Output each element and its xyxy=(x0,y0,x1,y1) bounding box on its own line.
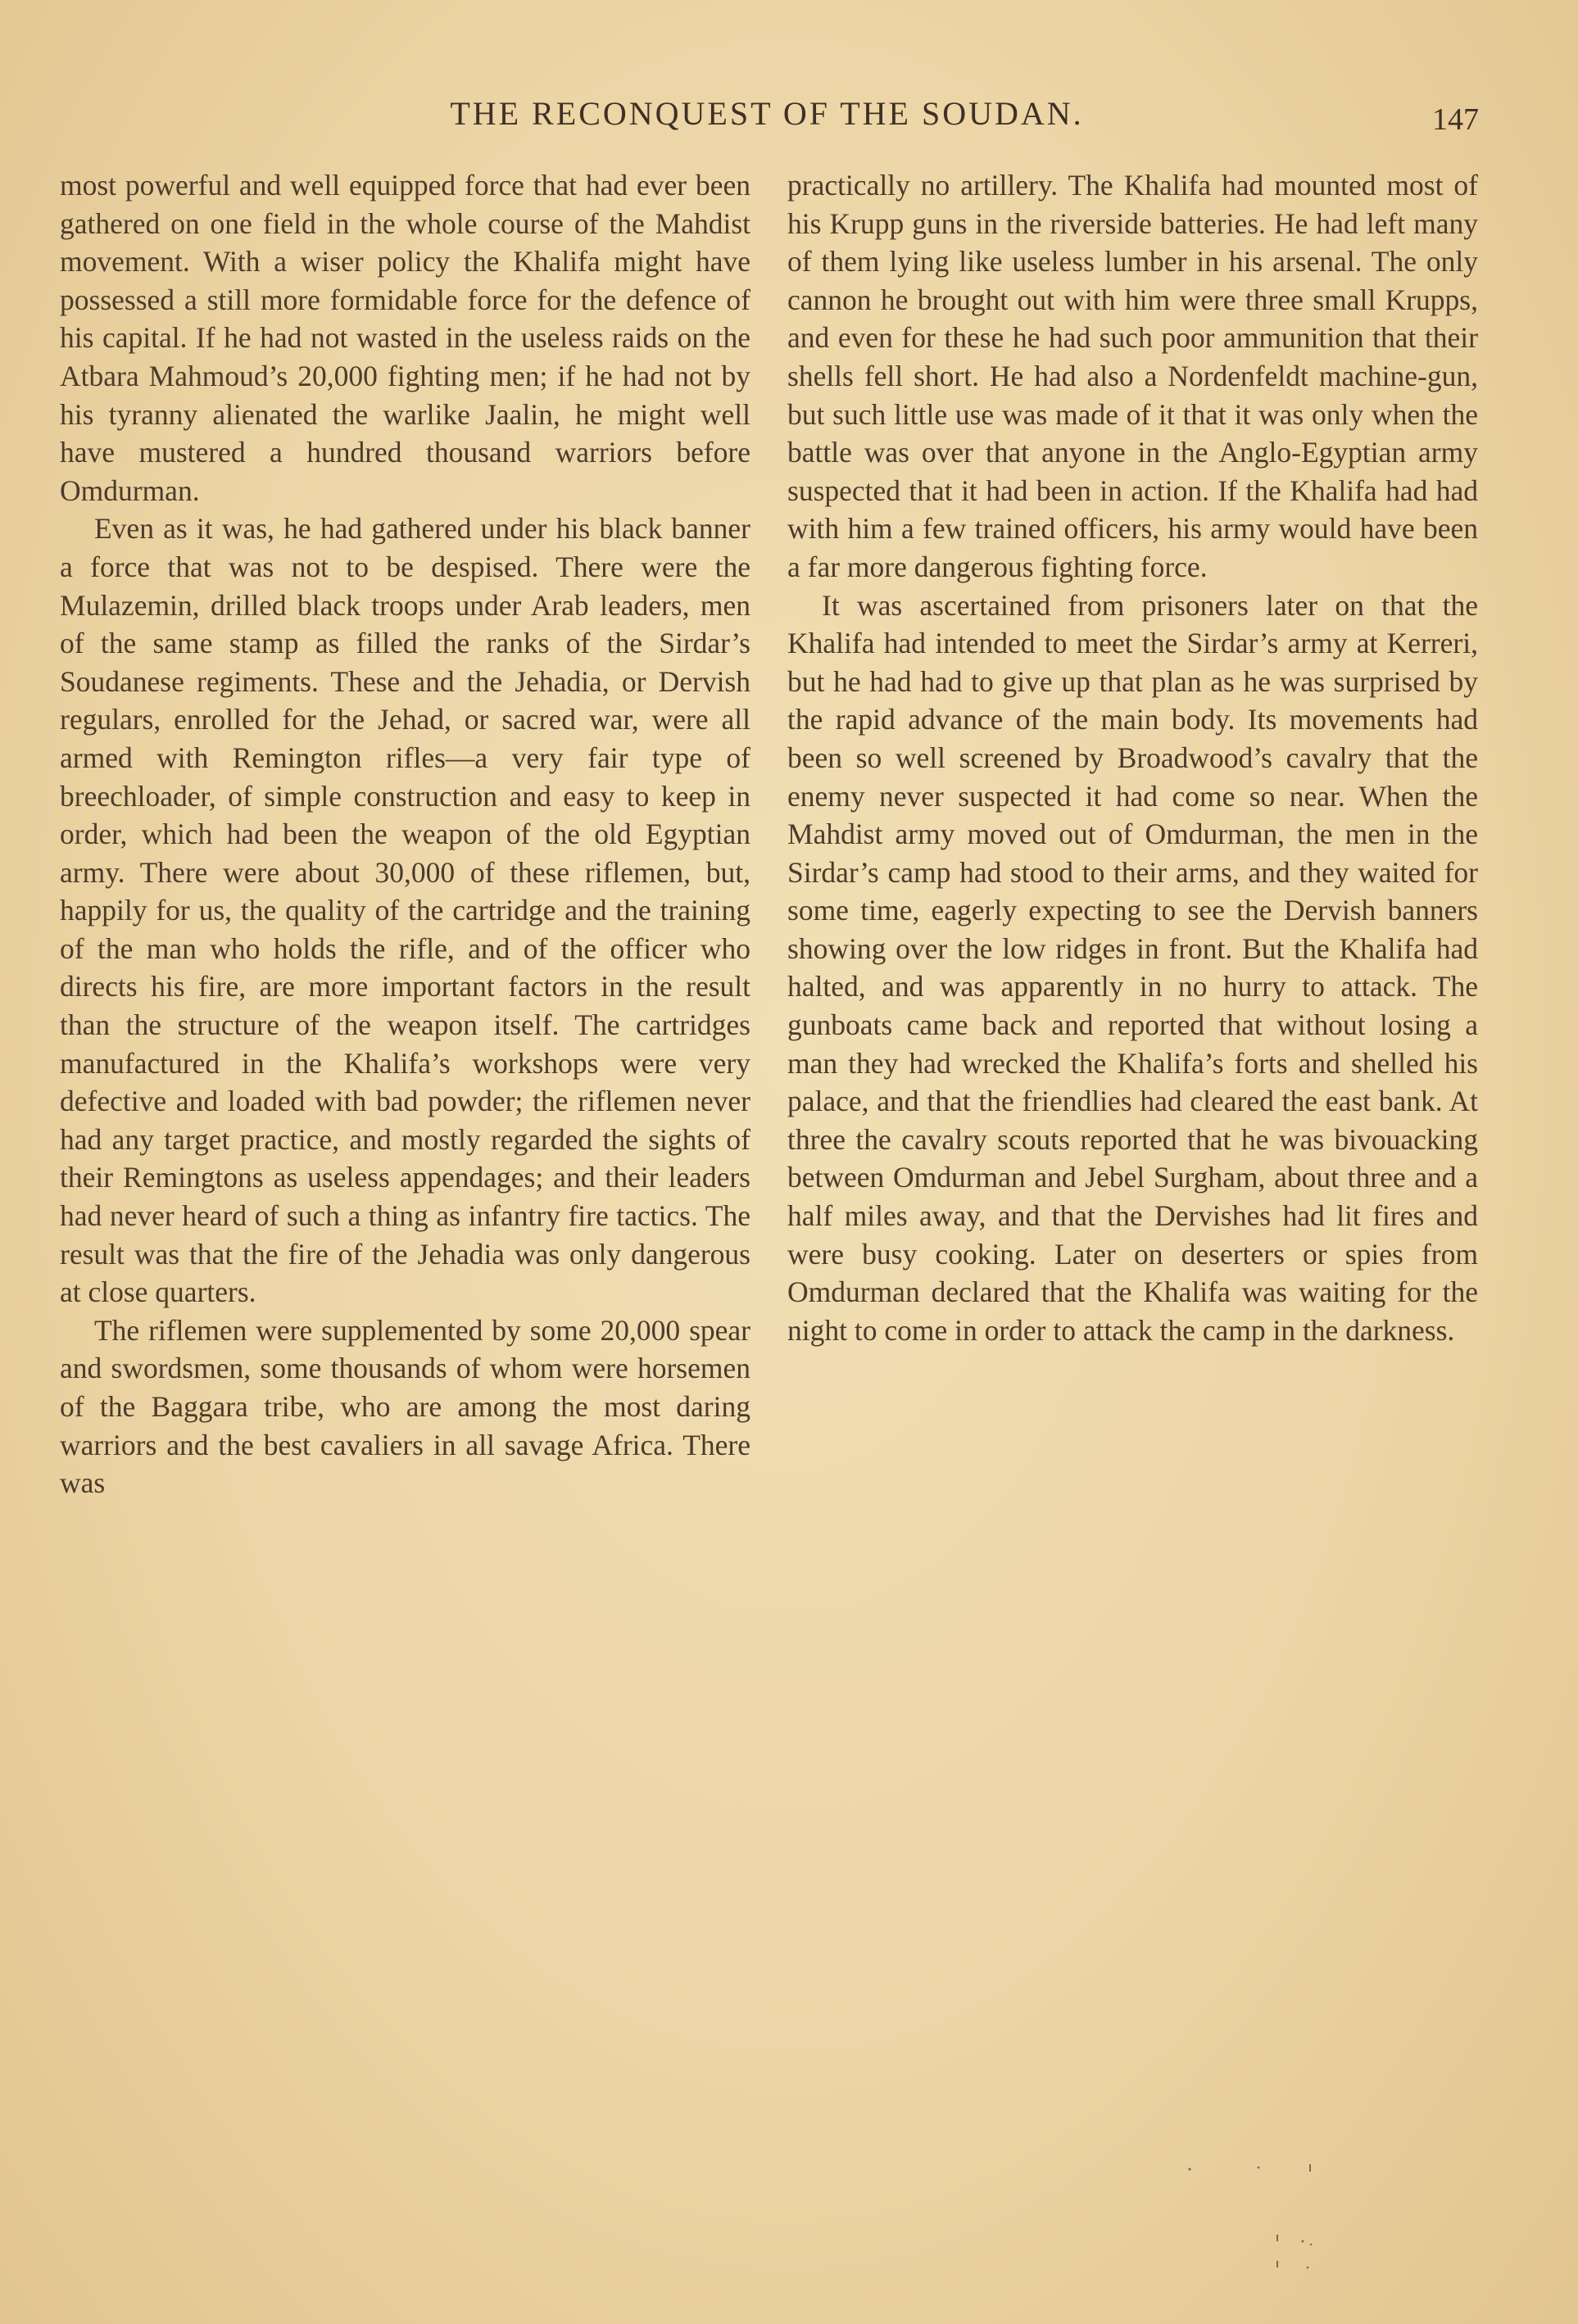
paragraph: most powerful and well equipped force that had ever been gathered on one field in the whole course of the Mahdist movement. With a wiser policy the Khalifa might have possessed a still more formidable force for the defence of his capital. If he had not wasted in the useless raids on the Atbara Mahmoud’s 20,000 fighting men; if he had not by his tyranny alienated the warlike Jaalin, he might well have mustered a hundred thousand warriors before Omdurman. xyxy=(60,169,750,507)
paragraph: The riflemen were supplemented by some 20,000 spear and swordsmen, some thousands of whom were horsemen of the Baggara tribe, who are among the most daring warriors and the best cavaliers in all savage Africa. There was xyxy=(60,1313,750,1500)
paragraph: practically no artillery. The Khalifa had mounted most of his Krupp guns in the riverside batteries. He had left many of them lying like useless lumber in his arsenal. The only cannon he brought out with him were three small Krupps, and even for these he had such poor ammunition that their shells fell short. He had also a Nordenfeldt machine-gun, but such little use was made of it that it was only when the battle was over that anyone in the Anglo-Egyptian army suspected that it had been in action. If the Khalifa had had with him a few trained officers, his army would have been a far more dangerous fighting force. xyxy=(787,169,1478,583)
right-column xyxy=(787,166,1478,1349)
paper-specks xyxy=(1180,2163,1344,2294)
paragraph: It was ascertained from prisoners later on that the Khalifa had intended to meet the Sirdar’s army at Kerreri, but he had had to give up that plan as he was surprised by the rapid advance of the main body. Its movements had been so well screened by Broadwood’s cavalry that the enemy never suspected it had come so near. When the Mahdist army moved out of Omdurman, the men in the Sirdar’s camp had stood to their arms, and they waited for some time, eagerly expecting to see the Dervish banners showing over the low ridges in front. But the Khalifa had halted, and was apparently in no hurry to attack. The gunboats came back and reported that without losing a man they had wrecked the Khalifa’s forts and shelled his palace, and that the friendlies had cleared the east bank. At three the cavalry scouts reported that he was bivouacking between Omdurman and Jebel Surgham, about three and a half miles away, and that the Dervishes had lit fires and were busy cooking. Later on deserters or spies from Omdurman declared that the Khalifa was waiting for the night to come in order to attack the camp in the darkness. xyxy=(787,588,1478,1347)
running-title: THE RECONQUEST OF THE SOUDAN. xyxy=(450,95,1084,132)
paragraph: Even as it was, he had gathered under his black banner a force that was not to be despised. There were the Mulazemin, drilled black troops under Arab leaders, men of the same stamp as filled the ranks of the Sirdar’s Soudanese regiments. These and the Jehadia, or Dervish regulars, enrolled for the Jehad, or sacred war, were all armed with Remington rifles—a very fair type of breechloader, of simple construction and easy to keep in order, which had been the weapon of the old Egyptian army. There were about 30,000 of these riflemen, but, happily for us, the quality of the cartridge and the training of the man who holds the rifle, and of the officer who directs his fire, are more important factors in the result than the structure of the weapon itself. The cartridges manufactured in the Khalifa’s workshops were very defective and loaded with bad powder; the riflemen never had any target practice, and mostly regarded the sights of their Remingtons as useless appendages; and their leaders had never heard of such a thing as infantry fire tactics. The result was that the fire of the Jehadia was only dangerous at close quarters. xyxy=(60,512,750,1309)
left-column xyxy=(60,166,750,1502)
page-number: 147 xyxy=(1432,102,1479,137)
